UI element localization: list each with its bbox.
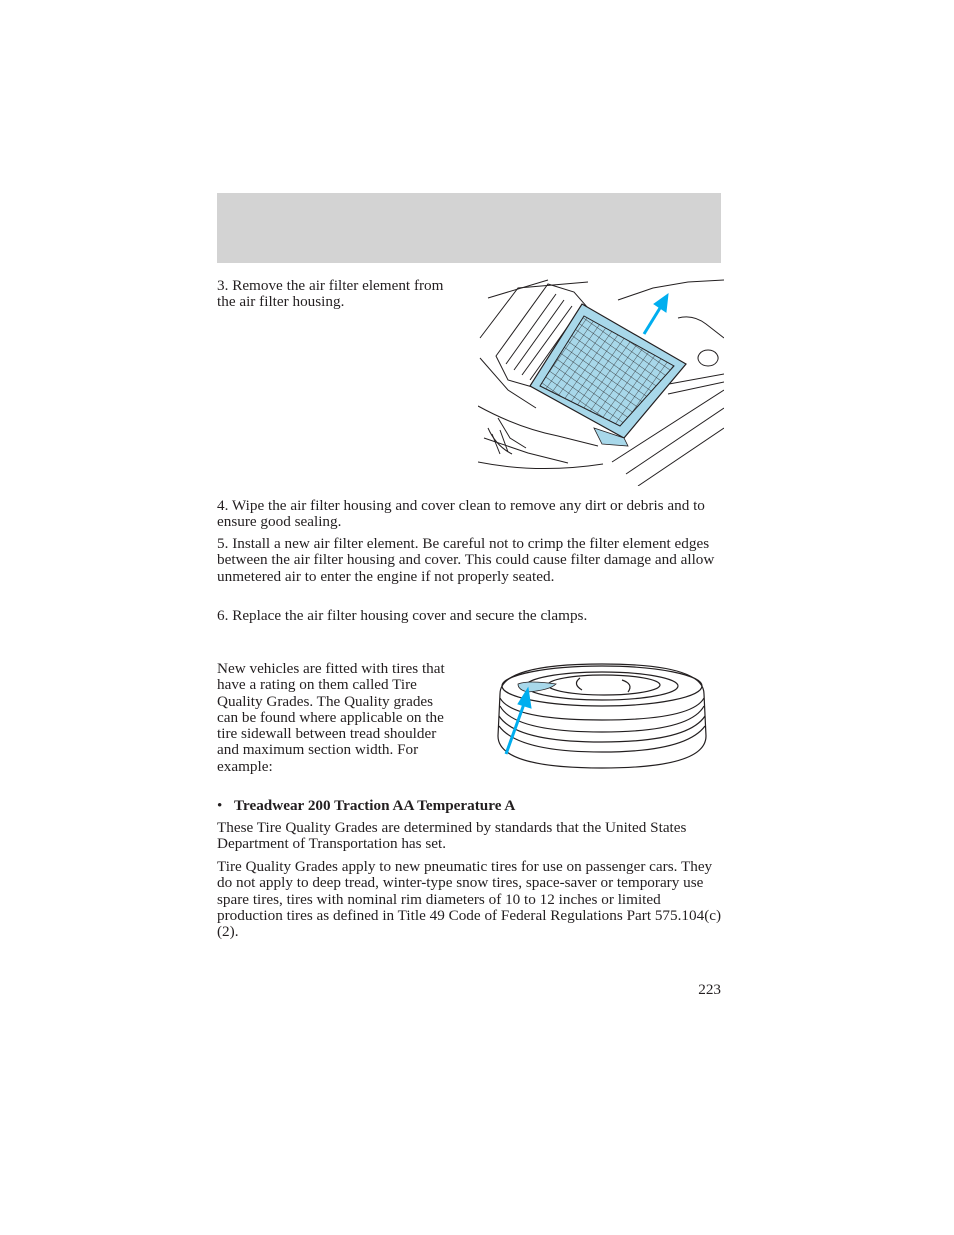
tire-sidewall-icon — [494, 658, 710, 774]
tire-grades-applicability-text: Tire Quality Grades apply to new pneumatic tires for use on passenger cars. They do not apply to deep tread, winter-type snow tires, space-saver or temporary use spare tires, tires with nominal rim diameters of 10 to 12 inches or limited production tires as defined in Title 49 Code of Federal Regulations Part 575.104(c)(2). — [217, 858, 722, 941]
page-number: 223 — [698, 981, 721, 998]
bullet-symbol: • — [217, 797, 223, 814]
tire-quality-intro: New vehicles are fitted with tires that have a rating on them called Tire Quality Grades. The Quality grades can be found where applicable on the tire sidewall between tread shoulder and maximum section width. For example: — [217, 660, 445, 775]
tire-grades-standards-text: These Tire Quality Grades are determined by standards that the United States Department of Transportation has set. — [217, 819, 687, 853]
tire-grade-example — [217, 798, 722, 814]
step-3-text: 3. Remove the air filter element from the air filter housing. — [217, 277, 444, 311]
step-6-text: 6. Replace the air filter housing cover and secure the clamps. — [217, 607, 588, 624]
step-4-text: 4. Wipe the air filter housing and cover clean to remove any dirt or debris and to ensure good sealing. — [217, 497, 705, 531]
section-header-band — [217, 193, 721, 263]
tire-grade-example-text: Treadwear 200 Traction AA Temperature A — [234, 797, 516, 814]
air-filter-removal-icon — [478, 278, 724, 486]
step-5-text: 5. Install a new air filter element. Be careful not to crimp the filter element edges between the air filter housing and cover. This could cause filter damage and allow unmetered air to enter the engine if not properly seated. — [217, 535, 715, 585]
